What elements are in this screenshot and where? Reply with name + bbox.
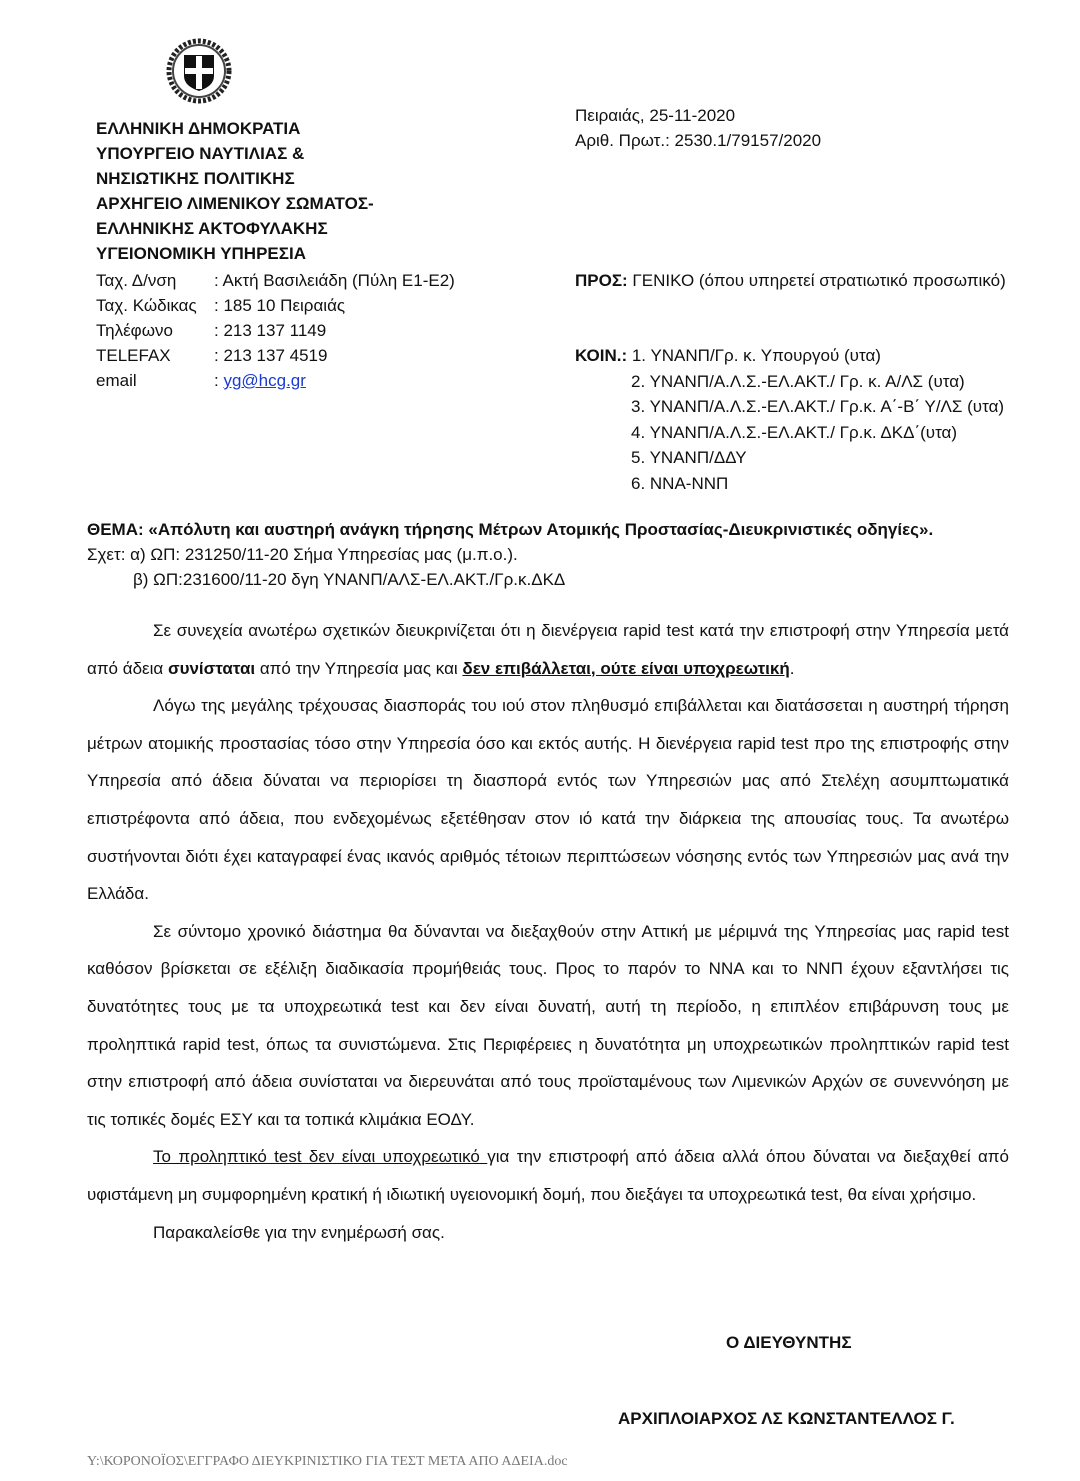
paragraph-2: Λόγω της μεγάλης τρέχουσας διασποράς του ιού στον πληθυσμό επιβάλλεται και διατάσσεται η αυστηρή τήρηση μέτρων ατομικής προστασίας τόσο στην Υπηρεσία όσο και εκτός αυτής. Η διενέργεια rapid test προ της επιστροφής στην Υπηρεσία από άδεια δύναται να περιορίσει τη διασπορά εντός των Υπηρεσιών μας από Στελέχη ασυμπτωματικά επιστρέφοντα από άδεια, που ενδεχομένως εξετέθησαν στον ιό κατά την διάρκεια της απουσίας τους. Τα ανωτέρω συστήνονται διότι έχει καταγραφεί ένας ικανός αριθμός τέτοιων περιπτώσεων νόσησης εντός των Υπηρεσιών μας ανά την Ελλάδα. xyxy=(87,696,1009,904)
paragraph-text: από την Υπηρεσία μας και xyxy=(255,658,463,678)
organization-block xyxy=(96,116,374,266)
footer-file-path: Υ:\ΚΟΡΟΝΟΪΟΣ\ΕΓΓΡΑΦΟ ΔΙΕΥΚΡΙΝΙΣΤΙΚΟ ΓΙΑ ΤΕΣΤ ΜΕΤΑ ΑΠΟ ΑΔΕΙΑ.doc xyxy=(87,1454,568,1469)
contact-label: Ταχ. Κώδικας xyxy=(96,296,197,315)
email-link[interactable]: yg@hcg.gr xyxy=(223,371,306,390)
org-line: ΥΓΕΙΟΝΟΜΙΚΗ ΥΠΗΡΕΣΙΑ xyxy=(96,244,306,263)
paragraph-text: . xyxy=(789,658,795,678)
contact-value xyxy=(214,368,306,393)
org-line: ΑΡΧΗΓΕΙΟ ΛΙΜΕΝΙΚΟΥ ΣΩΜΑΤΟΣ- xyxy=(96,194,374,213)
contact-value: : Ακτή Βασιλειάδη (Πύλη Ε1-Ε2) xyxy=(214,271,455,290)
subject-block xyxy=(87,517,933,592)
reference-b: β) ΩΠ:231600/11-20 δγη ΥΝΑΝΠ/ΑΛΣ-ΕΛ.ΑΚΤ./Γρ.κ.ΔΚΔ xyxy=(133,570,566,589)
contact-label: Τηλέφωνο xyxy=(96,321,173,340)
cc-item: 2. ΥΝΑΝΠ/Α.Λ.Σ.-ΕΛ.ΑΚΤ./ Γρ. κ. Α/ΛΣ (υτα) xyxy=(631,371,965,391)
email-prefix: : xyxy=(214,371,224,390)
recipient-cc xyxy=(575,343,1004,496)
contact-label: Ταχ. Δ/νση xyxy=(96,271,177,290)
contact-value: : 213 137 1149 xyxy=(214,321,327,340)
paragraph-text: για την επιστροφή από άδεια αλλά όπου δύναται να διεξαχθεί από υφιστάμενη μη συμφορημένη κρατική ή ιδιωτική υγειονομική δομή, που διεξάγει τα υποχρεωτικά test, θα είναι χρήσιμο. xyxy=(87,1147,1009,1204)
emphasis-underlined: Το προληπτικό test δεν είναι υποχρεωτικό xyxy=(153,1147,488,1167)
emphasis-not-mandatory: δεν επιβάλλεται, ούτε είναι υποχρεωτική xyxy=(462,658,790,678)
org-line: ΝΗΣΙΩΤΙΚΗΣ ΠΟΛΙΤΙΚΗΣ xyxy=(96,169,295,188)
letter-body xyxy=(87,612,1009,1251)
contact-value: : 213 137 4519 xyxy=(214,346,328,365)
cc-item: 3. ΥΝΑΝΠ/Α.Λ.Σ.-ΕΛ.ΑΚΤ./ Γρ.κ. Α΄-Β΄ Υ/ΛΣ (υτα) xyxy=(631,397,1005,416)
greek-coat-of-arms-icon xyxy=(166,38,232,104)
cc-item xyxy=(575,343,1004,369)
contact-value: : 185 10 Πειραιάς xyxy=(214,296,346,315)
contact-label: TELEFAX xyxy=(96,346,171,365)
emphasis-recommended: συνίσταται xyxy=(167,658,256,678)
signature-title: Ο ΔΙΕΥΘΥΝΤΗΣ xyxy=(726,1333,852,1352)
cc-item: 6. ΝΝΑ-ΝΝΠ xyxy=(631,473,729,493)
paragraph-4 xyxy=(87,1138,1009,1213)
paragraph-text: Σε συνεχεία ανωτέρω σχετικών διευκρινίζεται ότι η διενέργεια rapid test κατά την επιστροφή στην Υπηρεσία μετά από άδεια xyxy=(87,621,1009,678)
cc-item: 4. ΥΝΑΝΠ/Α.Λ.Σ.-ΕΛ.ΑΚΤ./ Γρ.κ. ΔΚΔ΄(υτα) xyxy=(631,422,958,442)
cc-item-text: 1. ΥΝΑΝΠ/Γρ. κ. Υπουργού (υτα) xyxy=(631,346,881,365)
paragraph-1 xyxy=(87,612,1009,687)
org-line: ΕΛΛΗΝΙΚΗ ΔΗΜΟΚΡΑΤΙΑ xyxy=(96,119,301,138)
protocol-number: Αριθ. Πρωτ.: 2530.1/79157/2020 xyxy=(575,131,822,150)
recipient-to xyxy=(575,268,1035,293)
org-line: ΥΠΟΥΡΓΕΙΟ ΝΑΥΤΙΛΙΑΣ & xyxy=(96,144,305,163)
paragraph-3: Σε σύντομο χρονικό διάστημα θα δύνανται να διεξαχθούν στην Αττική με μέριμνά της Υπηρεσίας μας rapid test καθόσον βρίσκεται σε εξέλιξη διαδικασία προμήθειάς τους. Προς το παρόν το ΝΝΑ και το ΝΝΠ έχουν εξαντλήσει τις δυνατότητες τους με τα υποχρεωτικά test και δεν είναι δυνατή, αυτή τη περίοδο, η επιπλέον επιβάρυνση τους με προληπτικά rapid test, όπως τα συνιστώμενα. Στις Περιφέρειες η δυνατότητα μη υποχρεωτικών προληπτικών rapid test στην επιστροφή από άδεια συνίσταται να διερευνάται από τους προϊσταμένους των Λιμενικών Αρχών σε συνεννόηση με τις τοπικές δομές ΕΣΥ και τα τοπικά κλιμάκια ΕΟΔΥ. xyxy=(87,921,1009,1129)
cc-label: ΚΟΙΝ.: xyxy=(575,346,628,365)
org-line: ΕΛΛΗΝΙΚΗΣ ΑΚΤΟΦΥΛΑΚΗΣ xyxy=(96,219,328,238)
paragraph-5: Παρακαλείσθε για την ενημέρωσή σας. xyxy=(153,1222,445,1242)
date-protocol-block xyxy=(575,103,821,153)
reference-a: Σχετ: α) ΩΠ: 231250/11-20 Σήμα Υπηρεσίας μας (μ.π.ο.). xyxy=(87,545,518,564)
cc-item: 5. ΥΝΑΝΠ/ΔΔΥ xyxy=(631,448,747,467)
contact-label: email xyxy=(96,371,137,390)
subject-title: ΘΕΜΑ: «Απόλυτη και αυστηρή ανάγκη τήρησης Μέτρων Ατομικής Προστασίας-Διευκρινιστικές οδηγίες». xyxy=(87,520,934,539)
to-label: ΠΡΟΣ: xyxy=(575,271,628,290)
to-value: ΓΕΝΙΚΟ (όπου υπηρετεί στρατιωτικό προσωπικό) xyxy=(627,271,1006,290)
place-date: Πειραιάς, 25-11-2020 xyxy=(575,106,736,125)
signature-name: ΑΡΧΙΠΛΟΙΑΡΧΟΣ ΛΣ ΚΩΝΣΤΑΝΤΕΛΛΟΣ Γ. xyxy=(618,1409,955,1428)
